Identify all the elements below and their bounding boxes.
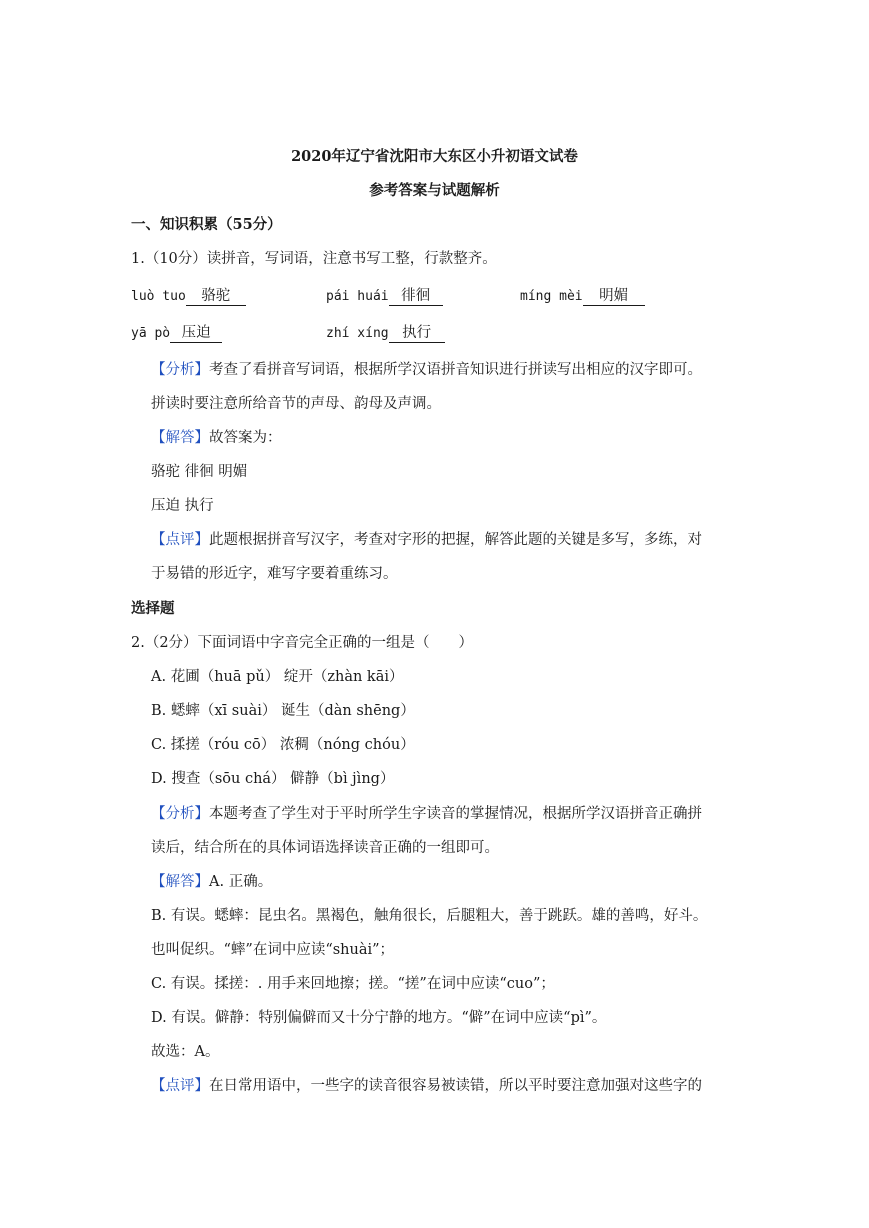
q2-comment	[151, 1076, 702, 1096]
section-heading-choice: 选择题	[131, 600, 175, 617]
q2-option-c: C. 揉搓（róu cō） 浓稠（nóng chóu）	[151, 737, 415, 753]
answer-text: 故答案为：	[209, 430, 282, 446]
section-heading-knowledge: 一、知识积累（55分）	[131, 216, 282, 233]
pinyin-answer: 明媚	[583, 287, 645, 306]
q1-answer	[151, 428, 282, 448]
pinyin-item-3	[520, 286, 645, 307]
q2-option-a: A. 花圃（huā pǔ） 绽开（zhàn kāi）	[151, 669, 404, 685]
q1-comment-cont: 于易错的形近字，难写字要着重练习。	[151, 566, 398, 582]
pinyin-text: yā pò	[131, 326, 171, 341]
q2-analysis-cont: 读后，结合所在的具体词语选择读音正确的一组即可。	[151, 840, 499, 856]
q1-analysis	[151, 360, 702, 380]
pinyin-text: luò tuo	[131, 289, 186, 304]
answer-text: A. 正确。	[209, 874, 273, 890]
pinyin-item-4	[131, 323, 222, 344]
q2-answer-line-b-cont: 也叫促织。“蟀”在词中应读“shuài”；	[151, 942, 395, 958]
q2-answer-line-c: C. 有误。揉搓：. 用手来回地擦；搓。“搓”在词中应读“cuo”；	[151, 976, 555, 992]
comment-tag: 【点评】	[151, 532, 209, 548]
question-2-stem: 2.（2分）下面词语中字音完全正确的一组是（ ）	[131, 635, 474, 651]
comment-text: 此题根据拼音写汉字，考查对字形的把握，解答此题的关键是多写，多练，对	[209, 532, 702, 548]
analysis-tag: 【分析】	[151, 806, 209, 822]
pinyin-text: míng mèi	[520, 289, 583, 304]
q1-comment	[151, 530, 702, 550]
q1-analysis-cont: 拼读时要注意所给音节的声母、韵母及声调。	[151, 396, 441, 412]
answer-tag: 【解答】	[151, 874, 209, 890]
comment-tag: 【点评】	[151, 1078, 209, 1094]
document-subtitle: 参考答案与试题解析	[369, 182, 500, 199]
q2-answer-line-b: B. 有误。蟋蟀：昆虫名。黑褐色，触角很长，后腿粗大，善于跳跃。雄的善鸣，好斗。	[151, 908, 708, 924]
pinyin-item-1	[131, 286, 246, 307]
q1-answer-line-1: 骆驼 徘徊 明媚	[151, 464, 248, 480]
pinyin-item-2	[326, 286, 443, 307]
q2-option-d: D. 搜查（sōu chá） 僻静（bì jìng）	[151, 771, 395, 787]
pinyin-answer: 压迫	[170, 324, 222, 343]
pinyin-text: pái huái	[326, 289, 389, 304]
q2-answer-final: 故选：A。	[151, 1044, 220, 1060]
pinyin-item-5	[326, 323, 445, 344]
comment-text: 在日常用语中，一些字的读音很容易被读错，所以平时要注意加强对这些字的	[209, 1078, 702, 1094]
pinyin-answer: 执行	[389, 324, 445, 343]
analysis-text: 考查了看拼音写词语，根据所学汉语拼音知识进行拼读写出相应的汉字即可。	[209, 362, 702, 378]
pinyin-answer: 徘徊	[389, 287, 443, 306]
document-title: 2020年辽宁省沈阳市大东区小升初语文试卷	[291, 148, 578, 165]
question-1-stem: 1.（10分）读拼音，写词语，注意书写工整，行款整齐。	[131, 251, 497, 267]
q2-option-b: B. 蟋蟀（xī suài） 诞生（dàn shēng）	[151, 703, 415, 719]
pinyin-text: zhí xíng	[326, 326, 389, 341]
q1-answer-line-2: 压迫 执行	[151, 498, 214, 514]
q2-answer	[151, 872, 272, 892]
pinyin-answer: 骆驼	[186, 287, 246, 306]
analysis-tag: 【分析】	[151, 362, 209, 378]
q2-analysis	[151, 804, 702, 824]
q2-answer-line-d: D. 有误。僻静：特别偏僻而又十分宁静的地方。“僻”在词中应读“pì”。	[151, 1010, 607, 1026]
answer-tag: 【解答】	[151, 430, 209, 446]
analysis-text: 本题考查了学生对于平时所学生字读音的掌握情况，根据所学汉语拼音正确拼	[209, 806, 702, 822]
